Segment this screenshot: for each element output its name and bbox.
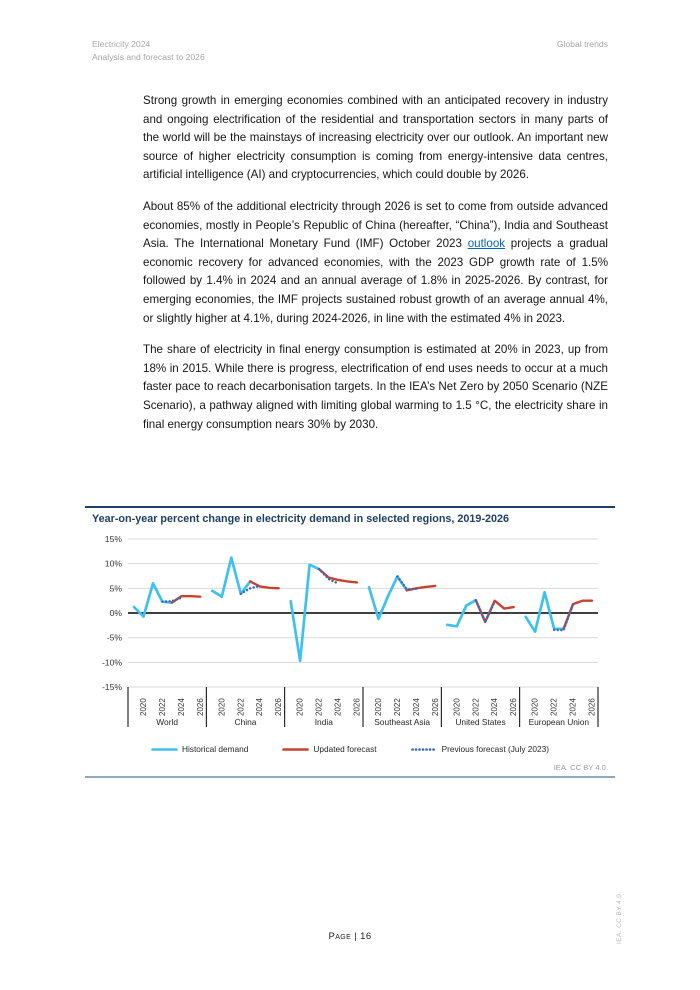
x-axis-year-label: 2024 (176, 698, 186, 716)
legend-item (282, 744, 376, 754)
x-axis-year-label: 2026 (352, 698, 362, 716)
updated-forecast-line (319, 569, 357, 582)
historical-demand-line (526, 592, 564, 631)
paragraph-1: Strong growth in emerging economies combined with an anticipated recovery in industry and ongoing electrification of the residential and transportation sectors in many parts of the world will be the mainstays of increasing electricity over our outlook. An important new source of higher electricity consumption is coming from energy-intensive data centres, artificial intelligence (AI) and cryptocurrencies, which could double by 2026. (143, 94, 608, 182)
updated-forecast-line (564, 601, 592, 629)
x-axis-year-label: 2026 (587, 698, 597, 716)
body-text (143, 92, 608, 447)
paragraph-2 (143, 198, 608, 328)
x-axis-year-label: 2026 (274, 698, 284, 716)
x-axis-year-label: 2020 (530, 698, 540, 716)
legend-label: Previous forecast (July 2023) (441, 744, 550, 754)
report-title: Electricity 2024 (92, 39, 151, 49)
x-axis-year-label: 2022 (471, 698, 481, 716)
historical-legend-swatch (151, 746, 178, 753)
x-axis-year-label: 2024 (568, 698, 578, 716)
x-axis-year-label: 2022 (314, 698, 324, 716)
page-number: Page | 16 (328, 931, 372, 942)
x-axis-year-label: 2022 (392, 698, 402, 716)
x-axis-year-label: 2020 (452, 698, 462, 716)
demand-chart (85, 529, 615, 734)
x-axis-year-label: 2020 (217, 698, 227, 716)
x-axis-year-label: 2022 (157, 698, 167, 716)
report-subtitle: Analysis and forecast to 2026 (92, 52, 205, 62)
panel-region-label: India (314, 717, 333, 727)
x-axis-year-label: 2020 (138, 698, 148, 716)
legend-label: Updated forecast (313, 744, 377, 754)
y-axis-label: -5% (106, 632, 122, 643)
paragraph-2-after: projects a gradual economic recovery for advanced economies, with the 2023 GDP growth rate of 1.5% followed by 1.4% in 2024 and an annual average of 1.8% in 2025-2026. By contrast, for emerging economies, the IMF projects sustained robust growth of an average annual 4%, or slightly higher at 4.1%, during 2024-2026, in line with the estimated 4% in 2023. (143, 237, 608, 325)
updated_forecast-legend-swatch (282, 746, 309, 753)
x-axis-year-label: 2026 (509, 698, 519, 716)
panel-region-label: World (156, 717, 179, 727)
outlook-link[interactable]: outlook (467, 237, 506, 251)
paragraph-3: The share of electricity in final energy consumption is estimated at 20% in 2023, up from 18% in 2015. While there is progress, electrification of end uses needs to occur at a much faster pace to reach decarbonisation targets. In the IEA’s Net Zero by 2050 Scenario (NZE Scenario), a pathway aligned with limiting global warming to 1.5 °C, the electricity share in final energy consumption nears 30% by 2030. (143, 343, 608, 431)
panel-region-label: European Union (528, 717, 590, 727)
y-axis-label: 15% (104, 534, 122, 544)
x-axis-year-label: 2022 (236, 698, 246, 716)
legend-item (411, 744, 549, 754)
x-axis-year-label: 2024 (255, 698, 265, 716)
figure-credit: IEA. CC BY 4.0. (553, 763, 608, 772)
figure-bottom-rule (85, 776, 615, 778)
x-axis-year-label: 2022 (549, 698, 559, 716)
legend-item (151, 744, 248, 754)
header-left (92, 38, 205, 64)
chapter-label: Global trends (556, 39, 608, 49)
y-axis-label: -10% (101, 657, 122, 668)
figure-title: Year-on-year percent change in electricity demand in selected regions, 2019-2026 (92, 513, 510, 525)
x-axis-year-label: 2024 (333, 698, 343, 716)
y-axis-label: -15% (101, 682, 122, 692)
panel-region-label: Southeast Asia (374, 717, 431, 727)
previous_forecast-legend-swatch (411, 746, 438, 753)
chart-legend (85, 744, 615, 754)
x-axis-year-label: 2020 (373, 698, 383, 716)
previous-forecast-dotted-line (476, 600, 495, 622)
x-axis-year-label: 2026 (430, 698, 440, 716)
x-axis-year-label: 2024 (411, 698, 421, 716)
paragraph-2-before: About 85% of the additional electricity through 2026 is set to come from outside advanced economies, mostly in People’s Republic of China (hereafter, “China”), India and Southeast Asia. The International Monetary Fund (IMF) October 2023 (143, 199, 608, 251)
panel-region-label: United States (455, 717, 506, 727)
updated-forecast-line (476, 600, 514, 622)
y-axis-label: 5% (109, 583, 122, 594)
x-axis-year-label: 2020 (295, 698, 305, 716)
running-header (92, 38, 608, 64)
y-axis-label: 10% (104, 558, 122, 569)
legend-label: Historical demand (181, 744, 249, 754)
x-axis-year-label: 2024 (490, 698, 500, 716)
y-axis-label: 0% (109, 608, 122, 618)
panel-region-label: China (234, 717, 257, 727)
electricity-demand-figure (85, 506, 615, 778)
side-credit: IEA. CC BY 4.0. (616, 891, 623, 944)
x-axis-year-label: 2026 (195, 698, 205, 716)
